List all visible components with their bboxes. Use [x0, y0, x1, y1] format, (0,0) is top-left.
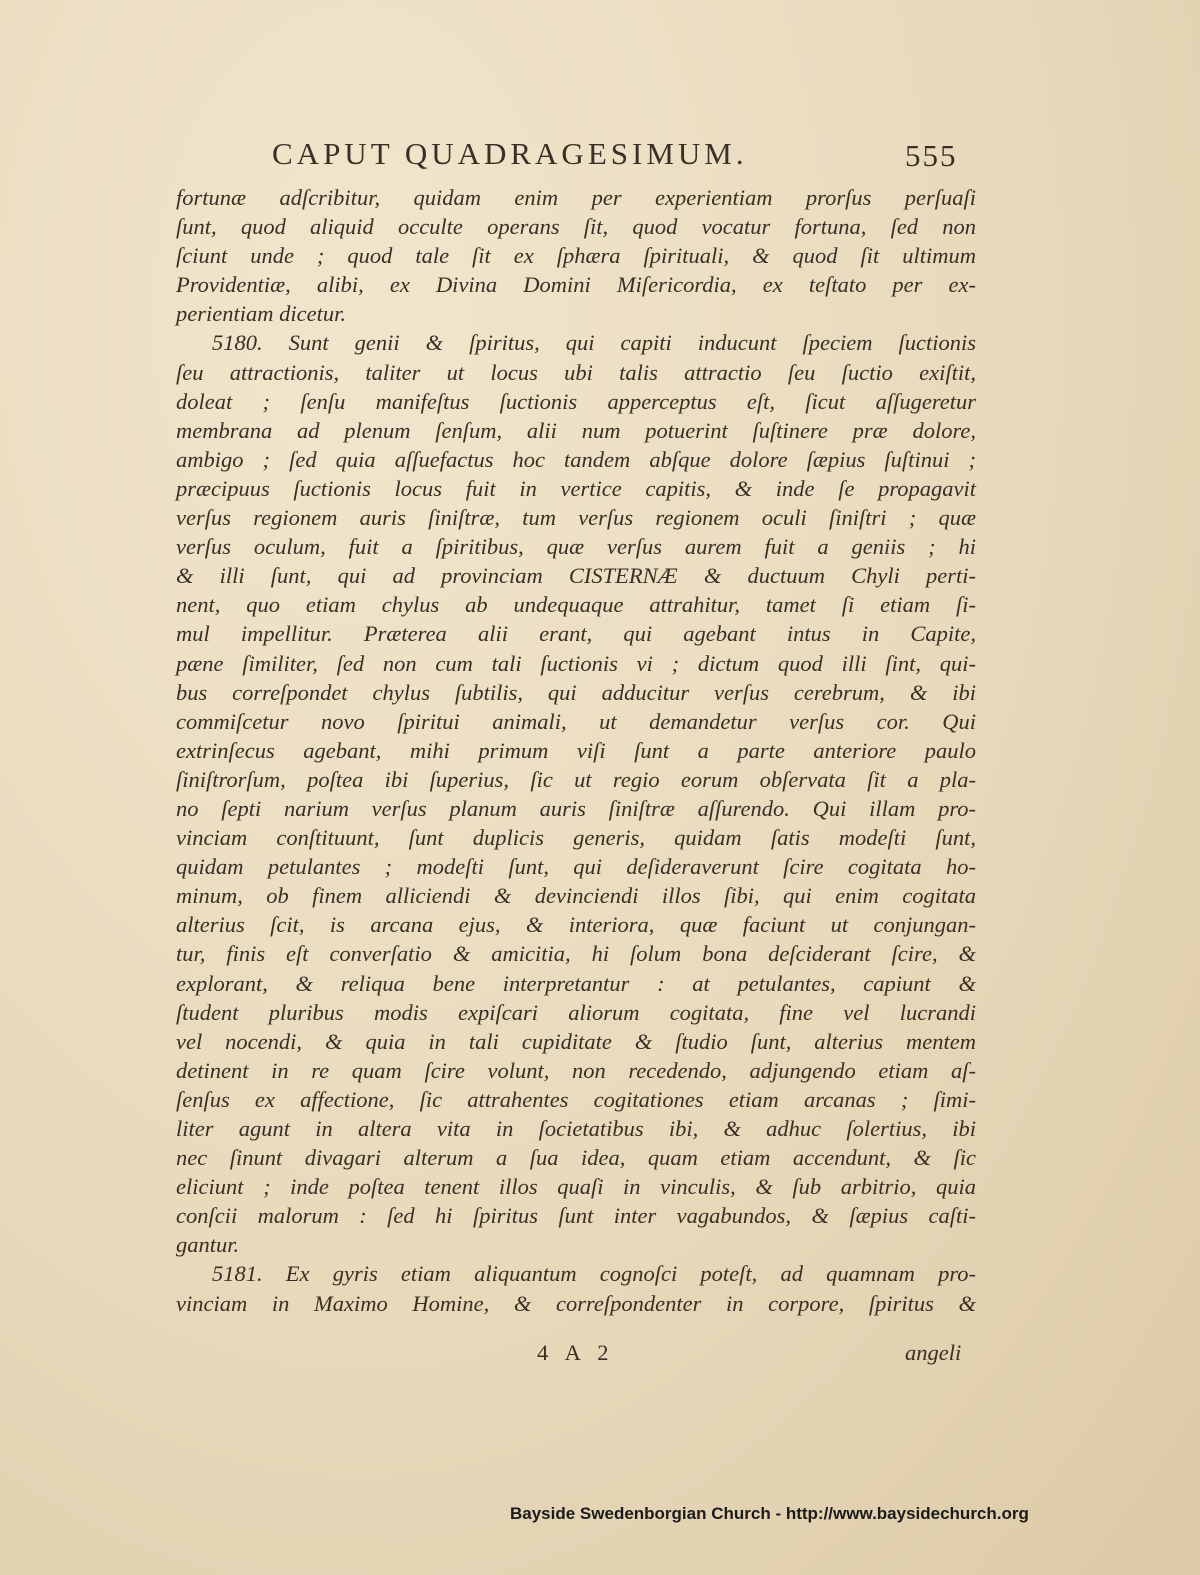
text-line: conſcii malorum : ſed hi ſpiritus ſunt inter vagabundos, & ſæpius caſti- [176, 1203, 976, 1229]
text-line: tur, finis eſt converſatio & amicitia, hi ſolum bona deſciderant ſcire, & [176, 941, 976, 967]
text-line: vinciam conſtituunt, ſunt duplicis generis, quidam ſatis modeſti ſunt, [176, 825, 976, 851]
text-line: detinent in re quam ſcire volunt, non recedendo, adjungendo etiam aſ- [176, 1057, 976, 1083]
text-line: ambigo ; ſed quia aſſuefactus hoc tandem abſque dolore ſæpius ſuſtinui ; [176, 446, 976, 472]
text-line: explorant, & reliqua bene interpretantur : at petulantes, capiunt & [176, 970, 976, 996]
text-line: vinciam in Maximo Homine, & correſpondenter in corpore, ſpiritus & [176, 1290, 976, 1316]
text-line: gantur. [176, 1232, 240, 1258]
text-line: bus correſpondet chylus ſubtilis, qui adducitur verſus cerebrum, & ibi [176, 679, 976, 705]
paragraph-5180-start: 5180. Sunt genii & ſpiritus, qui capiti inducunt ſpeciem ſuctionis [212, 330, 976, 356]
paragraph-5181-start: 5181. Ex gyris etiam aliquantum cognoſci poteſt, ad quamnam pro- [212, 1261, 976, 1287]
catchword: angeli [905, 1340, 962, 1365]
running-title: CAPUT QUADRAGESIMUM. [272, 136, 748, 171]
text-line: membrana ad plenum ſenſum, alii num potuerint ſuſtinere præ dolore, [176, 417, 976, 443]
text-line: liter agunt in altera vita in ſocietatibus ibi, & adhuc ſolertius, ibi [176, 1116, 976, 1141]
signature-mark: 4 A 2 [537, 1340, 615, 1365]
text-line: verſus oculum, fuit a ſpiritibus, quæ verſus aurem fuit a geniis ; hi [176, 534, 976, 560]
text-line: perientiam dicetur. [176, 301, 346, 327]
text-line: fortunæ adſcribitur, quidam enim per experientiam prorſus perſuaſi [176, 185, 976, 210]
body-text [176, 183, 976, 1318]
text-line: alterius ſcit, is arcana ejus, & interiora, quæ faciunt ut conjungan- [176, 912, 976, 938]
text-line: ſiniſtrorſum, poſtea ibi ſuperius, ſic ut regio eorum obſervata ſit a pla- [176, 766, 976, 792]
text-line: quidam petulantes ; modeſti ſunt, qui deſideraverunt ſcire cogitata ho- [176, 854, 976, 880]
watermark-text: Bayside Swedenborgian Church - http://www.baysidechurch.org [510, 1504, 1029, 1523]
text-line: & illi ſunt, qui ad provinciam CISTERNÆ & ductuum Chyli perti- [176, 563, 976, 589]
text-line: mul impellitur. Præterea alii erant, qui agebant intus in Capite, [176, 621, 976, 647]
page-footer [0, 1340, 1200, 1374]
text-line: commiſcetur novo ſpiritui animali, ut demandetur verſus cor. Qui [176, 708, 976, 734]
text-line: minum, ob finem alliciendi & devinciendi illos ſibi, qui enim cogitata [176, 883, 976, 909]
text-line: ſenſus ex affectione, ſic attrahentes cogitationes etiam arcanas ; ſimi- [176, 1086, 976, 1112]
text-line: Providentiæ, alibi, ex Divina Domini Miſericordia, ex teſtato per ex- [176, 272, 976, 298]
text-line: extrinſecus agebant, mihi primum viſi ſunt a parte anteriore paulo [176, 737, 976, 763]
text-line: eliciunt ; inde poſtea tenent illos quaſi in vinculis, & ſub arbitrio, quia [176, 1174, 976, 1200]
page-number: 555 [905, 138, 958, 173]
text-line: verſus regionem auris ſiniſtræ, tum verſus regionem oculi ſiniſtri ; quæ [176, 505, 976, 531]
text-line: no ſepti narium verſus planum auris ſiniſtræ aſſurendo. Qui illam pro- [176, 795, 976, 821]
text-line: pæne ſimiliter, ſed non cum tali ſuctionis vi ; dictum quod illi ſint, qui- [176, 650, 976, 676]
text-line: vel nocendi, & quia in tali cupiditate & ſtudio ſunt, alterius mentem [176, 1028, 976, 1054]
text-line: ſeu attractionis, taliter ut locus ubi talis attractio ſeu ſuctio exiſtit, [176, 359, 976, 385]
page-header [0, 128, 1200, 176]
text-line: doleat ; ſenſu manifeſtus ſuctionis apperceptus eſt, ſicut aſſugeretur [176, 388, 976, 414]
text-line: nec ſinunt divagari alterum a ſua idea, quam etiam accendunt, & ſic [176, 1145, 976, 1171]
text-line: ſunt, quod aliquid occulte operans ſit, quod vocatur fortuna, ſed non [176, 214, 976, 240]
text-line: ſtudent pluribus modis expiſcari aliorum cogitata, fine vel lucrandi [176, 999, 976, 1025]
text-line: ſciunt unde ; quod tale ſit ex ſphæra ſpirituali, & quod ſit ultimum [176, 243, 976, 269]
text-line: nent, quo etiam chylus ab undequaque attrahitur, tamet ſi etiam ſi- [176, 592, 976, 618]
text-line: præcipuus ſuctionis locus fuit in vertice capitis, & inde ſe propagavit [176, 475, 976, 501]
